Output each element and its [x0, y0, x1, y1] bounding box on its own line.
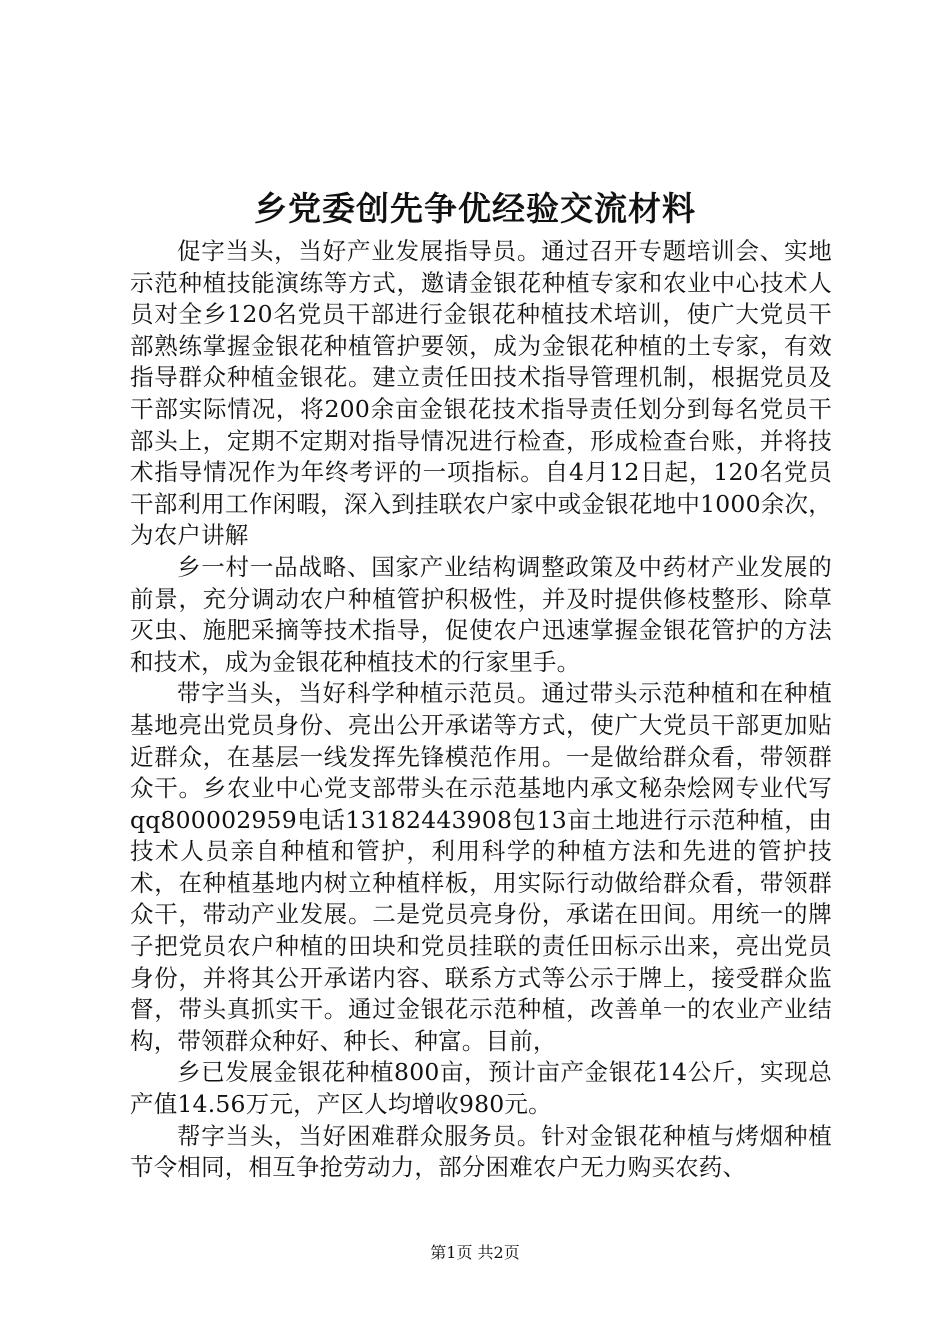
document-title: 乡党委创先争优经验交流材料 [254, 189, 696, 228]
paragraph-1: 促字当头，当好产业发展指导员。通过召开专题培训会、实地示范种植技能演练等方式，邀请金银花种植专家和农业中心技术人员对全乡120名党员干部进行金银花种植技术培训，使广大党员干部熟练掌握金银花种植管护要领，成为金银花种植的土专家，有效指导群众种植金银花。建立责任田技术指导管理机制，根据党员及干部实际情况，将200余亩金银花技术指导责任划分到每名党员干部头上，定期不定期对指导情况进行检查，形成检查台账，并将技术指导情况作为年终考评的一项指标。自4月12日起，120名党员干部利用工作闲暇，深入到挂联农户家中或金银花地中1000余次，为农户讲解 [130, 237, 832, 550]
page-footer: 第1页 共2页 [430, 1243, 520, 1262]
paragraph-5: 帮字当头，当好困难群众服务员。针对金银花种植与烤烟种植节令相同，相互争抢劳动力，部分困难农户无力购买农药、 [130, 1121, 832, 1182]
paragraph-4: 乡已发展金银花种植800亩，预计亩产金银花14公斤，实现总产值14.56万元，产区人均增收980元。 [130, 1058, 832, 1119]
paragraph-2: 乡一村一品战略、国家产业结构调整政策及中药材产业发展的前景，充分调动农户种植管护积极性，并及时提供修枝整形、除草灭虫、施肥采摘等技术指导，促使农户迅速掌握金银花管护的方法和技术，成为金银花种植技术的行家里手。 [130, 552, 832, 676]
paragraph-3: 带字当头，当好科学种植示范员。通过带头示范种植和在种植基地亮出党员身份、亮出公开承诺等方式，使广大党员干部更加贴近群众，在基层一线发挥先锋模范作用。一是做给群众看，带领群众干。乡农业中心党支部带头在示范基地内承文秘杂烩网专业代写qq800002959电话13182443908包13亩土地进行示范种植，由技术人员亲自种植和管护，利用科学的种植方法和先进的管护技术，在种植基地内树立种植样板，用实际行动做给群众看，带领群众干，带动产业发展。二是党员亮身份，承诺在田间。用统一的牌子把党员农户种植的田块和党员挂联的责任田标示出来，亮出党员身份，并将其公开承诺内容、联系方式等公示于牌上，接受群众监督，带头真抓实干。通过金银花示范种植，改善单一的农业产业结构，带领群众种好、种长、种富。目前， [130, 679, 832, 1055]
document-body [130, 236, 832, 1184]
